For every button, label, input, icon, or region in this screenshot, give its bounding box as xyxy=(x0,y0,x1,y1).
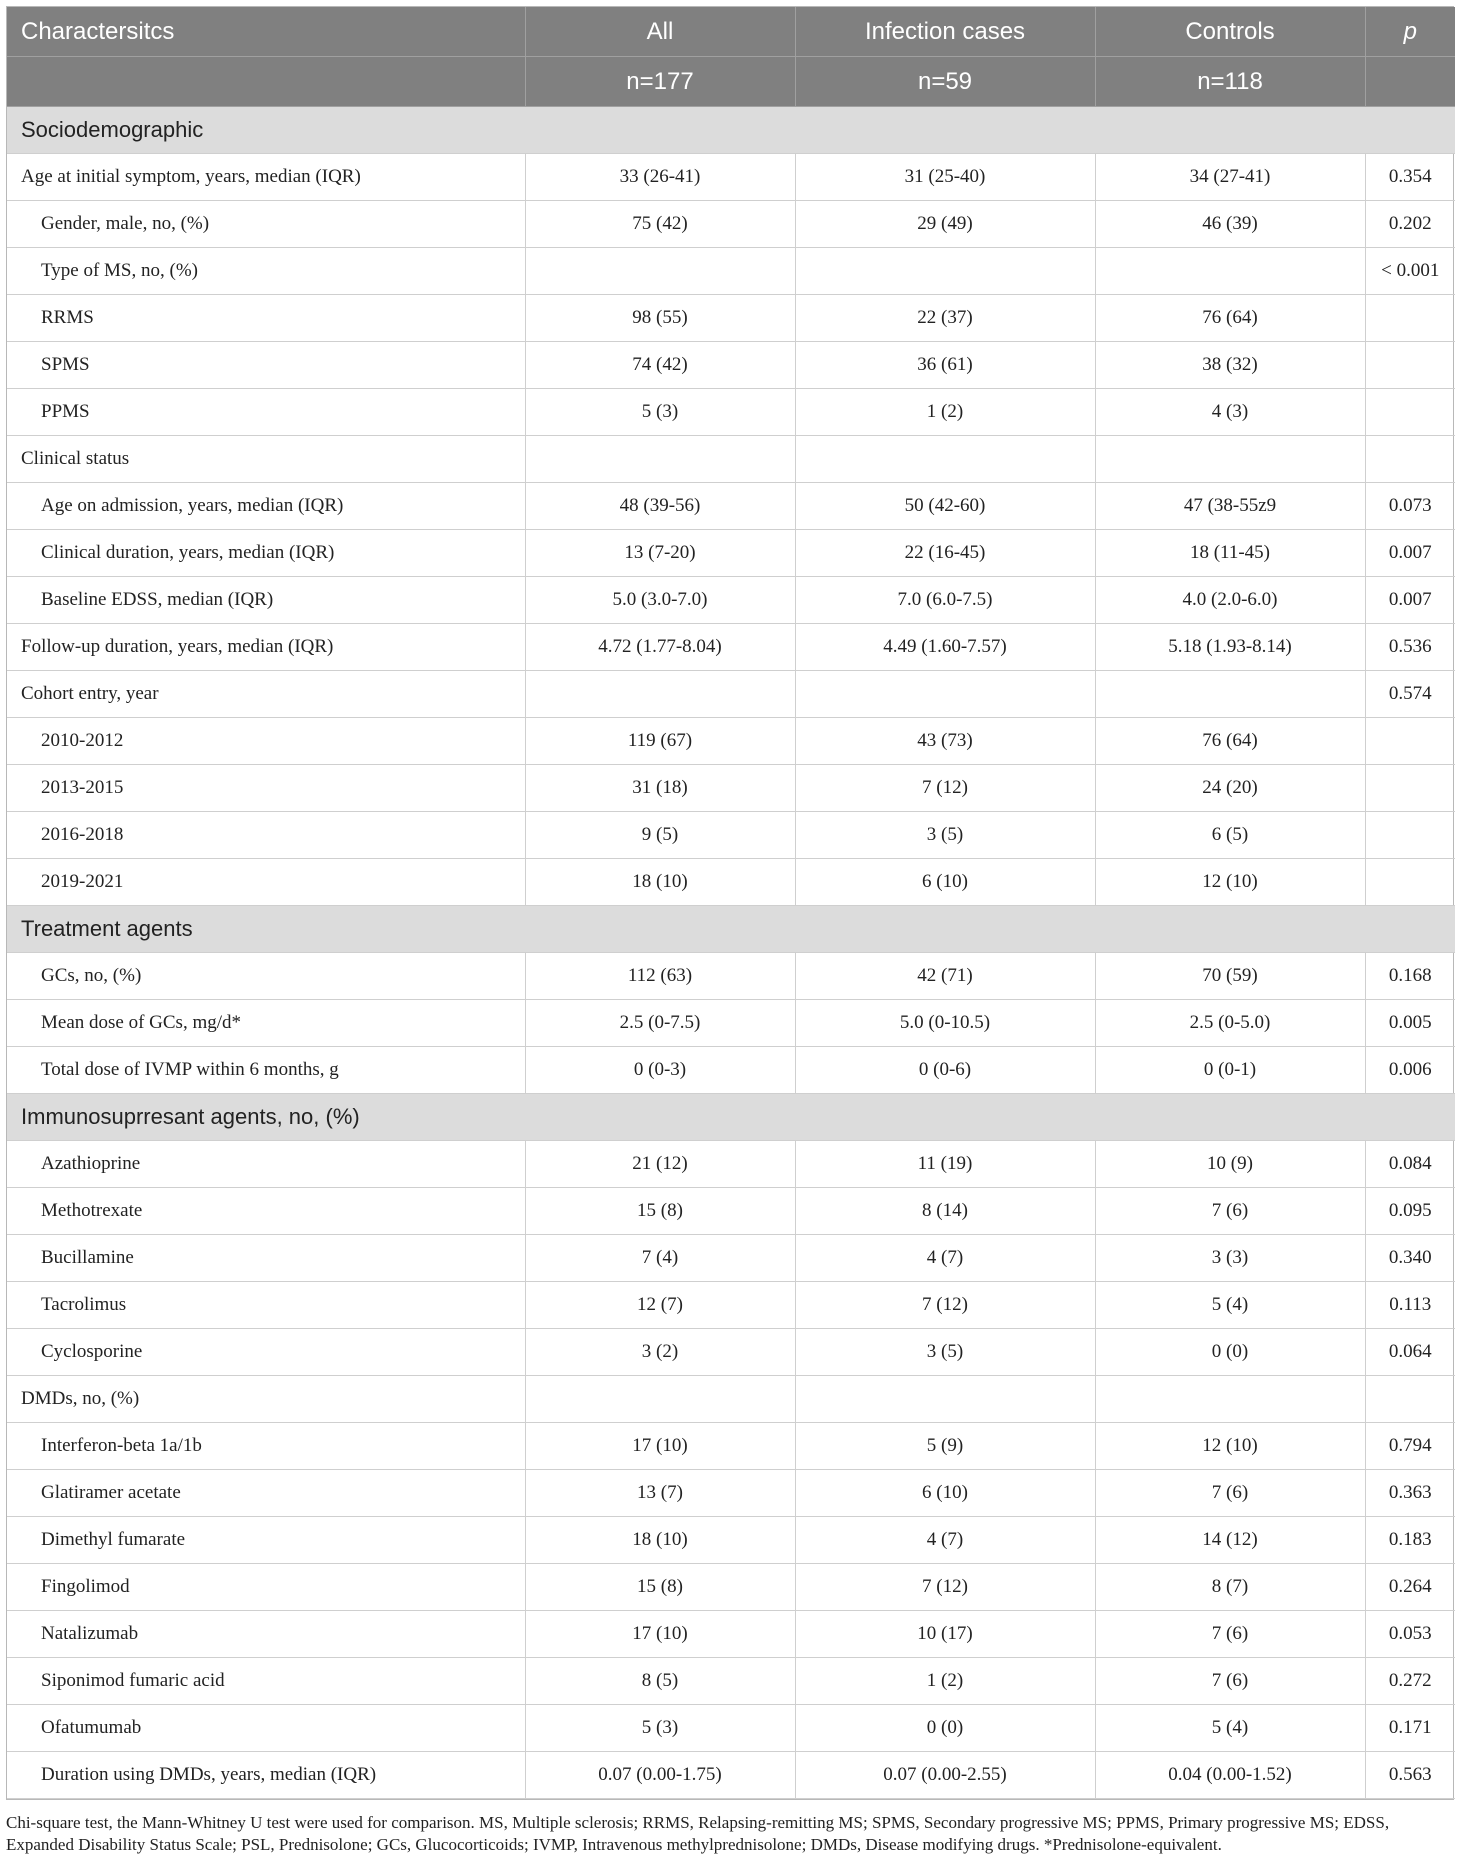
p-value-cell: 0.007 xyxy=(1365,530,1455,577)
all-value-cell: 2.5 (0-7.5) xyxy=(525,1000,795,1047)
table-row xyxy=(7,483,1455,530)
controls-value-cell: 12 (10) xyxy=(1095,859,1365,906)
p-value-cell: 0.272 xyxy=(1365,1658,1455,1705)
infection-value-cell: 6 (10) xyxy=(795,1470,1095,1517)
all-value-cell xyxy=(525,671,795,718)
controls-value-cell: 6 (5) xyxy=(1095,812,1365,859)
p-value-cell xyxy=(1365,389,1455,436)
infection-value-cell: 4.49 (1.60-7.57) xyxy=(795,624,1095,671)
row-label-cell: Clinical status xyxy=(7,436,525,483)
row-label-cell: DMDs, no, (%) xyxy=(7,1376,525,1423)
section-row xyxy=(7,906,1455,953)
infection-value-cell: 5 (9) xyxy=(795,1423,1095,1470)
all-value-cell: 0 (0-3) xyxy=(525,1047,795,1094)
row-label-cell: Total dose of IVMP within 6 months, g xyxy=(7,1047,525,1094)
infection-value-cell: 5.0 (0-10.5) xyxy=(795,1000,1095,1047)
all-value-cell: 13 (7-20) xyxy=(525,530,795,577)
row-label-cell: 2013-2015 xyxy=(7,765,525,812)
infection-value-cell: 7 (12) xyxy=(795,765,1095,812)
controls-value-cell: 14 (12) xyxy=(1095,1517,1365,1564)
table-frame xyxy=(6,6,1454,1800)
infection-value-cell: 22 (16-45) xyxy=(795,530,1095,577)
controls-value-cell: 0 (0) xyxy=(1095,1329,1365,1376)
infection-value-cell: 4 (7) xyxy=(795,1235,1095,1282)
controls-value-cell: 46 (39) xyxy=(1095,201,1365,248)
infection-value-cell: 11 (19) xyxy=(795,1141,1095,1188)
header-n-controls: n=118 xyxy=(1095,57,1365,107)
controls-value-cell: 34 (27-41) xyxy=(1095,154,1365,201)
infection-value-cell: 7.0 (6.0-7.5) xyxy=(795,577,1095,624)
all-value-cell: 112 (63) xyxy=(525,953,795,1000)
all-value-cell: 98 (55) xyxy=(525,295,795,342)
infection-value-cell: 36 (61) xyxy=(795,342,1095,389)
p-value-cell: 0.536 xyxy=(1365,624,1455,671)
controls-value-cell xyxy=(1095,1376,1365,1423)
infection-value-cell: 8 (14) xyxy=(795,1188,1095,1235)
table-row xyxy=(7,671,1455,718)
table-row xyxy=(7,1141,1455,1188)
all-value-cell: 33 (26-41) xyxy=(525,154,795,201)
table-row xyxy=(7,1752,1455,1799)
table-row xyxy=(7,1517,1455,1564)
p-value-cell xyxy=(1365,1376,1455,1423)
infection-value-cell: 22 (37) xyxy=(795,295,1095,342)
infection-value-cell: 6 (10) xyxy=(795,859,1095,906)
row-label-cell: Age at initial symptom, years, median (IQR) xyxy=(7,154,525,201)
infection-value-cell: 29 (49) xyxy=(795,201,1095,248)
all-value-cell: 18 (10) xyxy=(525,1517,795,1564)
p-value-cell: 0.007 xyxy=(1365,577,1455,624)
table-row xyxy=(7,154,1455,201)
all-value-cell: 74 (42) xyxy=(525,342,795,389)
all-value-cell: 12 (7) xyxy=(525,1282,795,1329)
all-value-cell: 31 (18) xyxy=(525,765,795,812)
all-value-cell: 4.72 (1.77-8.04) xyxy=(525,624,795,671)
header-n-infection: n=59 xyxy=(795,57,1095,107)
all-value-cell: 75 (42) xyxy=(525,201,795,248)
p-value-cell: 0.183 xyxy=(1365,1517,1455,1564)
controls-value-cell: 47 (38-55z9 xyxy=(1095,483,1365,530)
controls-value-cell: 5.18 (1.93-8.14) xyxy=(1095,624,1365,671)
row-label-cell: Follow-up duration, years, median (IQR) xyxy=(7,624,525,671)
p-value-cell: 0.006 xyxy=(1365,1047,1455,1094)
table-row xyxy=(7,953,1455,1000)
row-label-cell: Glatiramer acetate xyxy=(7,1470,525,1517)
row-label-cell: Type of MS, no, (%) xyxy=(7,248,525,295)
all-value-cell xyxy=(525,1376,795,1423)
p-value-cell xyxy=(1365,765,1455,812)
controls-value-cell: 12 (10) xyxy=(1095,1423,1365,1470)
infection-value-cell: 4 (7) xyxy=(795,1517,1095,1564)
controls-value-cell: 38 (32) xyxy=(1095,342,1365,389)
controls-value-cell: 8 (7) xyxy=(1095,1564,1365,1611)
infection-value-cell: 50 (42-60) xyxy=(795,483,1095,530)
row-label-cell: Methotrexate xyxy=(7,1188,525,1235)
all-value-cell: 48 (39-56) xyxy=(525,483,795,530)
controls-value-cell: 5 (4) xyxy=(1095,1705,1365,1752)
controls-value-cell: 7 (6) xyxy=(1095,1188,1365,1235)
controls-value-cell: 76 (64) xyxy=(1095,295,1365,342)
section-label: Sociodemographic xyxy=(7,107,1455,154)
all-value-cell: 17 (10) xyxy=(525,1423,795,1470)
all-value-cell: 119 (67) xyxy=(525,718,795,765)
infection-value-cell xyxy=(795,248,1095,295)
infection-value-cell: 0 (0) xyxy=(795,1705,1095,1752)
section-row xyxy=(7,1094,1455,1141)
p-value-cell: 0.168 xyxy=(1365,953,1455,1000)
table-row xyxy=(7,295,1455,342)
row-label-cell: Clinical duration, years, median (IQR) xyxy=(7,530,525,577)
p-value-cell: 0.113 xyxy=(1365,1282,1455,1329)
controls-value-cell: 7 (6) xyxy=(1095,1470,1365,1517)
row-label-cell: Dimethyl fumarate xyxy=(7,1517,525,1564)
p-value-cell: 0.363 xyxy=(1365,1470,1455,1517)
p-value-cell: 0.354 xyxy=(1365,154,1455,201)
header-all: All xyxy=(525,7,795,57)
p-value-cell xyxy=(1365,718,1455,765)
row-label-cell: SPMS xyxy=(7,342,525,389)
characteristics-table xyxy=(7,7,1455,1799)
p-value-cell: 0.073 xyxy=(1365,483,1455,530)
table-row xyxy=(7,1658,1455,1705)
controls-value-cell: 7 (6) xyxy=(1095,1658,1365,1705)
table-body xyxy=(7,107,1455,1799)
table-row xyxy=(7,436,1455,483)
infection-value-cell: 1 (2) xyxy=(795,389,1095,436)
row-label-cell: Cyclosporine xyxy=(7,1329,525,1376)
infection-value-cell: 43 (73) xyxy=(795,718,1095,765)
controls-value-cell: 4 (3) xyxy=(1095,389,1365,436)
infection-value-cell: 3 (5) xyxy=(795,1329,1095,1376)
all-value-cell: 17 (10) xyxy=(525,1611,795,1658)
header-n-p-blank xyxy=(1365,57,1455,107)
all-value-cell: 0.07 (0.00-1.75) xyxy=(525,1752,795,1799)
controls-value-cell: 0.04 (0.00-1.52) xyxy=(1095,1752,1365,1799)
table-row xyxy=(7,530,1455,577)
p-value-cell: 0.794 xyxy=(1365,1423,1455,1470)
table-row xyxy=(7,812,1455,859)
all-value-cell: 7 (4) xyxy=(525,1235,795,1282)
infection-value-cell: 7 (12) xyxy=(795,1564,1095,1611)
p-value-cell: 0.563 xyxy=(1365,1752,1455,1799)
table-row xyxy=(7,1047,1455,1094)
row-label-cell: Fingolimod xyxy=(7,1564,525,1611)
infection-value-cell: 42 (71) xyxy=(795,953,1095,1000)
controls-value-cell: 24 (20) xyxy=(1095,765,1365,812)
controls-value-cell: 76 (64) xyxy=(1095,718,1365,765)
infection-value-cell: 10 (17) xyxy=(795,1611,1095,1658)
header-controls: Controls xyxy=(1095,7,1365,57)
controls-value-cell xyxy=(1095,671,1365,718)
row-label-cell: Tacrolimus xyxy=(7,1282,525,1329)
all-value-cell: 3 (2) xyxy=(525,1329,795,1376)
all-value-cell: 9 (5) xyxy=(525,812,795,859)
table-row xyxy=(7,201,1455,248)
row-label-cell: Bucillamine xyxy=(7,1235,525,1282)
table-row xyxy=(7,1423,1455,1470)
infection-value-cell: 0.07 (0.00-2.55) xyxy=(795,1752,1095,1799)
header-row xyxy=(7,7,1455,57)
table-row xyxy=(7,577,1455,624)
table-row xyxy=(7,1705,1455,1752)
controls-value-cell: 7 (6) xyxy=(1095,1611,1365,1658)
table-row xyxy=(7,1611,1455,1658)
table-row xyxy=(7,1282,1455,1329)
table-row xyxy=(7,1235,1455,1282)
row-label-cell: Siponimod fumaric acid xyxy=(7,1658,525,1705)
section-label: Treatment agents xyxy=(7,906,1455,953)
row-label-cell: Azathioprine xyxy=(7,1141,525,1188)
controls-value-cell: 70 (59) xyxy=(1095,953,1365,1000)
infection-value-cell xyxy=(795,671,1095,718)
header-p: p xyxy=(1365,7,1455,57)
p-value-cell: 0.202 xyxy=(1365,201,1455,248)
table-row xyxy=(7,248,1455,295)
row-label-cell: 2019-2021 xyxy=(7,859,525,906)
p-value-cell: 0.064 xyxy=(1365,1329,1455,1376)
header-n-all: n=177 xyxy=(525,57,795,107)
all-value-cell xyxy=(525,248,795,295)
table-row xyxy=(7,624,1455,671)
infection-value-cell: 31 (25-40) xyxy=(795,154,1095,201)
all-value-cell: 5 (3) xyxy=(525,1705,795,1752)
section-label: Immunosuprresant agents, no, (%) xyxy=(7,1094,1455,1141)
all-value-cell: 8 (5) xyxy=(525,1658,795,1705)
p-value-cell xyxy=(1365,342,1455,389)
row-label-cell: GCs, no, (%) xyxy=(7,953,525,1000)
controls-value-cell xyxy=(1095,248,1365,295)
p-value-cell: 0.264 xyxy=(1365,1564,1455,1611)
header-infection: Infection cases xyxy=(795,7,1095,57)
table-container xyxy=(6,6,1454,1856)
p-value-cell: 0.005 xyxy=(1365,1000,1455,1047)
table-row xyxy=(7,1376,1455,1423)
p-value-cell: 0.095 xyxy=(1365,1188,1455,1235)
infection-value-cell: 3 (5) xyxy=(795,812,1095,859)
infection-value-cell: 7 (12) xyxy=(795,1282,1095,1329)
controls-value-cell: 0 (0-1) xyxy=(1095,1047,1365,1094)
header-characteristics: Charactersitcs xyxy=(7,7,525,57)
infection-value-cell xyxy=(795,1376,1095,1423)
all-value-cell: 21 (12) xyxy=(525,1141,795,1188)
p-value-cell: 0.053 xyxy=(1365,1611,1455,1658)
controls-value-cell: 10 (9) xyxy=(1095,1141,1365,1188)
all-value-cell: 5 (3) xyxy=(525,389,795,436)
all-value-cell: 15 (8) xyxy=(525,1564,795,1611)
row-label-cell: Cohort entry, year xyxy=(7,671,525,718)
row-label-cell: Baseline EDSS, median (IQR) xyxy=(7,577,525,624)
row-label-cell: 2010-2012 xyxy=(7,718,525,765)
all-value-cell xyxy=(525,436,795,483)
table-row xyxy=(7,1188,1455,1235)
table-row xyxy=(7,718,1455,765)
p-value-cell xyxy=(1365,812,1455,859)
p-value-cell: 0.340 xyxy=(1365,1235,1455,1282)
table-row xyxy=(7,1564,1455,1611)
infection-value-cell xyxy=(795,436,1095,483)
row-label-cell: Mean dose of GCs, mg/d* xyxy=(7,1000,525,1047)
table-row xyxy=(7,1000,1455,1047)
p-value-cell: 0.574 xyxy=(1365,671,1455,718)
row-label-cell: Natalizumab xyxy=(7,1611,525,1658)
p-value-cell: 0.084 xyxy=(1365,1141,1455,1188)
row-label-cell: Duration using DMDs, years, median (IQR) xyxy=(7,1752,525,1799)
infection-value-cell: 1 (2) xyxy=(795,1658,1095,1705)
table-footnote: Chi-square test, the Mann-Whitney U test were used for comparison. MS, Multiple sclerosis; RRMS, Relapsing-remitting MS; SPMS, Secondary progressive MS; PPMS, Primary progressive MS; EDSS, Expanded Disability Status Scale; PSL, Prednisolone; GCs, Glucocorticoids; IVMP, Intravenous methylprednisolone; DMDs, Disease modifying drugs. *Prednisolone-equivalent. xyxy=(6,1813,1390,1854)
controls-value-cell: 3 (3) xyxy=(1095,1235,1365,1282)
controls-value-cell: 18 (11-45) xyxy=(1095,530,1365,577)
header-n-blank xyxy=(7,57,525,107)
row-label-cell: PPMS xyxy=(7,389,525,436)
all-value-cell: 18 (10) xyxy=(525,859,795,906)
row-label-cell: Ofatumumab xyxy=(7,1705,525,1752)
row-label-cell: Gender, male, no, (%) xyxy=(7,201,525,248)
table-row xyxy=(7,389,1455,436)
table-row xyxy=(7,859,1455,906)
p-value-cell xyxy=(1365,295,1455,342)
p-value-cell xyxy=(1365,436,1455,483)
table-header xyxy=(7,7,1455,107)
table-row xyxy=(7,342,1455,389)
p-value-cell: 0.171 xyxy=(1365,1705,1455,1752)
p-value-cell: < 0.001 xyxy=(1365,248,1455,295)
all-value-cell: 13 (7) xyxy=(525,1470,795,1517)
header-n-row xyxy=(7,57,1455,107)
infection-value-cell: 0 (0-6) xyxy=(795,1047,1095,1094)
row-label-cell: RRMS xyxy=(7,295,525,342)
table-row xyxy=(7,1470,1455,1517)
table-row xyxy=(7,765,1455,812)
row-label-cell: 2016-2018 xyxy=(7,812,525,859)
all-value-cell: 5.0 (3.0-7.0) xyxy=(525,577,795,624)
controls-value-cell: 2.5 (0-5.0) xyxy=(1095,1000,1365,1047)
all-value-cell: 15 (8) xyxy=(525,1188,795,1235)
table-row xyxy=(7,1329,1455,1376)
controls-value-cell: 5 (4) xyxy=(1095,1282,1365,1329)
row-label-cell: Age on admission, years, median (IQR) xyxy=(7,483,525,530)
controls-value-cell: 4.0 (2.0-6.0) xyxy=(1095,577,1365,624)
p-value-cell xyxy=(1365,859,1455,906)
section-row xyxy=(7,107,1455,154)
row-label-cell: Interferon-beta 1a/1b xyxy=(7,1423,525,1470)
controls-value-cell xyxy=(1095,436,1365,483)
